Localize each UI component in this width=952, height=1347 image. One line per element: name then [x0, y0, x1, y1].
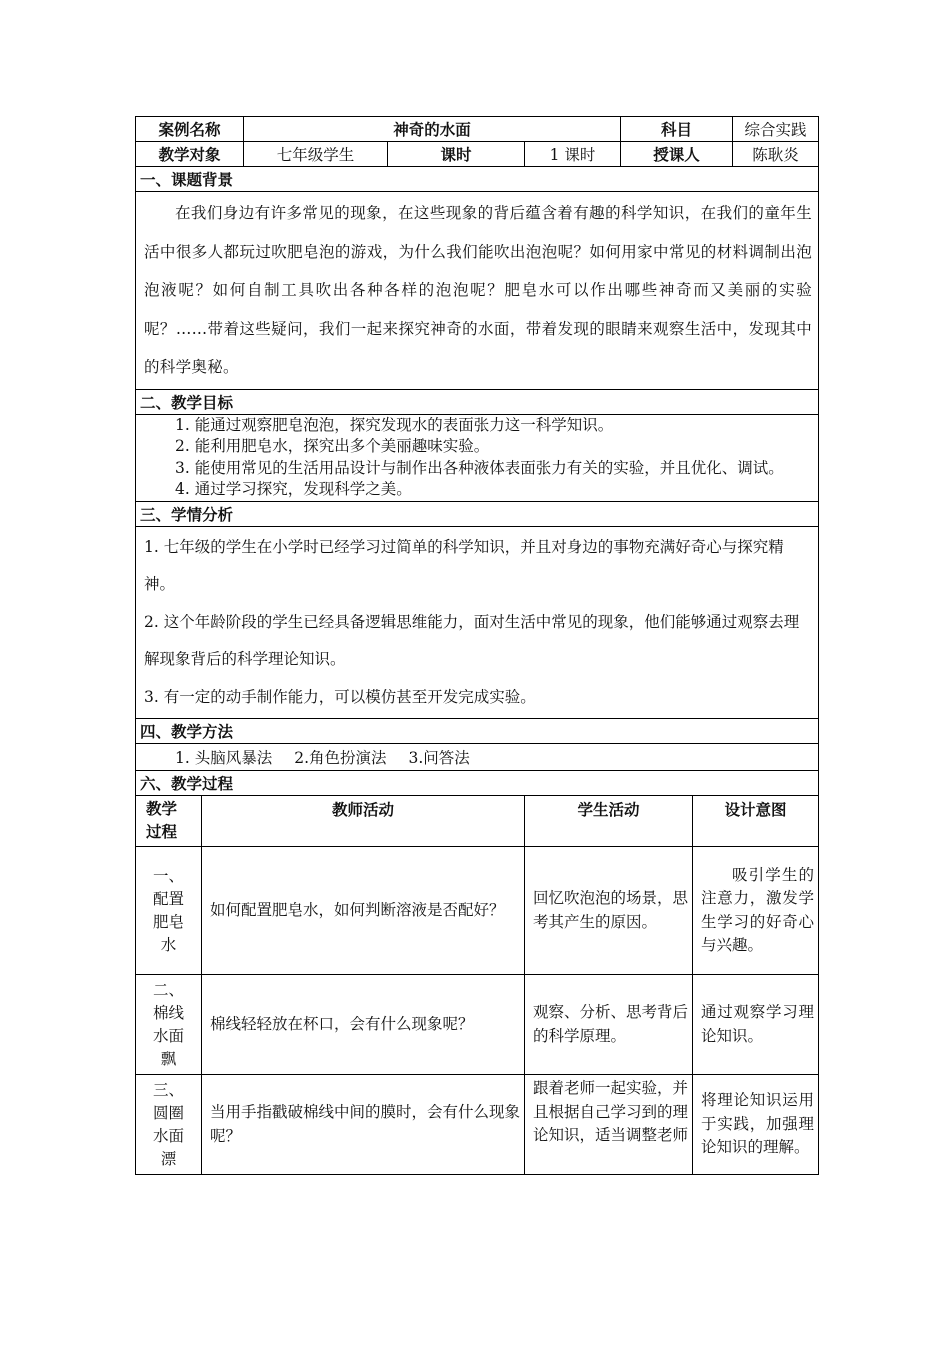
goal-item: 3. 能使用常见的生活用品设计与制作出各种液体表面张力有关的实验，并且优化、调试。: [175, 458, 784, 477]
process-teacher-activity: 当用手指戳破棉线中间的膜时，会有什么现象呢？: [202, 1075, 525, 1175]
target-label: 教学对象: [136, 142, 244, 167]
hours-label: 课时: [388, 142, 525, 167]
process-design-intent: 通过观察学习理论知识。: [693, 975, 819, 1075]
teacher-value: 陈耿炎: [733, 142, 819, 167]
method-item: 3.问答法: [408, 749, 470, 767]
section-process-title: 六、教学过程: [136, 771, 819, 796]
section-process-heading-row: [136, 771, 819, 796]
goal-item: 1. 能通过观察肥皂泡泡，探究发现水的表面张力这一科学知识。: [175, 415, 614, 434]
hours-value: 1 课时: [525, 142, 621, 167]
process-design-intent: 吸引学生的注意力，激发学生学习的好奇心与兴趣。: [693, 847, 819, 975]
lesson-plan-document: [135, 116, 818, 1175]
process-row: [136, 975, 819, 1075]
process-col-stage: 教学过程: [136, 796, 202, 847]
analysis-item: 1. 七年级的学生在小学时已经学习过简单的科学知识，并且对身边的事物充满好奇心与探究精神。: [144, 537, 784, 593]
section-goals-heading-row: [136, 389, 819, 414]
analysis-list: [136, 526, 819, 719]
analysis-item: 3. 有一定的动手制作能力，可以模仿甚至开发完成实验。: [144, 687, 536, 706]
section-background-body-row: [136, 192, 819, 390]
process-student-activity: 观察、分析、思考背后的科学原理。: [525, 975, 693, 1075]
process-stage: 三、圆圈水面漂: [136, 1075, 202, 1175]
section-goals-body-row: [136, 414, 819, 501]
section-methods-title: 四、教学方法: [136, 719, 819, 744]
process-stage: 二、棉线水面飘: [136, 975, 202, 1075]
background-paragraph: 在我们身边有许多常见的现象，在这些现象的背后蕴含着有趣的科学知识，在我们的童年生活中很多人都玩过吹肥皂泡的游戏，为什么我们能吹出泡泡呢？如何用家中常见的材料调制出泡泡液呢？如何自制工具吹出各种各样的泡泡呢？肥皂水可以作出哪些神奇而又美丽的实验呢？……带着这些疑问，我们一起来探究神奇的水面，带着发现的眼睛来观察生活中，发现其中的科学奥秘。: [136, 192, 819, 390]
methods-list: [136, 744, 819, 771]
subject-value: 综合实践: [733, 117, 819, 142]
case-name-label: 案例名称: [136, 117, 244, 142]
section-methods-heading-row: [136, 719, 819, 744]
header-row-1: [136, 117, 819, 142]
goal-item: 2. 能利用肥皂水，探究出多个美丽趣味实验。: [175, 437, 490, 455]
section-analysis-body-row: [136, 526, 819, 719]
process-col-intent: 设计意图: [693, 796, 819, 847]
section-analysis-heading-row: [136, 501, 819, 526]
method-item: 2.角色扮演法: [294, 749, 387, 767]
process-col-teacher: 教师活动: [202, 796, 525, 847]
section-methods-body-row: [136, 744, 819, 771]
section-goals-title: 二、教学目标: [136, 389, 819, 414]
process-stage: 一、配置肥皂水: [136, 847, 202, 975]
process-teacher-activity: 如何配置肥皂水，如何判断溶液是否配好？: [202, 847, 525, 975]
process-student-activity: 跟着老师一起实验，并且根据自己学习到的理论知识，适当调整老师: [525, 1075, 693, 1175]
goals-list: [136, 414, 819, 501]
section-analysis-title: 三、学情分析: [136, 501, 819, 526]
process-design-intent: 将理论知识运用于实践，加强理论知识的理解。: [693, 1075, 819, 1175]
process-student-activity: 回忆吹泡泡的场景，思考其产生的原因。: [525, 847, 693, 975]
method-item: 1. 头脑风暴法: [175, 749, 273, 767]
process-col-student: 学生活动: [525, 796, 693, 847]
process-teacher-activity: 棉线轻轻放在杯口，会有什么现象呢？: [202, 975, 525, 1075]
section-background-title: 一、课题背景: [136, 167, 819, 192]
process-header-row: [136, 796, 819, 847]
teacher-label: 授课人: [621, 142, 733, 167]
lesson-plan-table: [135, 116, 819, 1175]
goal-item: 4. 通过学习探究，发现科学之美。: [175, 480, 412, 498]
header-row-2: [136, 142, 819, 167]
process-row: [136, 1075, 819, 1175]
section-background-heading-row: [136, 167, 819, 192]
subject-label: 科目: [621, 117, 733, 142]
target-value: 七年级学生: [244, 142, 388, 167]
case-name-value: 神奇的水面: [244, 117, 621, 142]
analysis-item: 2. 这个年龄阶段的学生已经具备逻辑思维能力，面对生活中常见的现象，他们能够通过观察去理解现象背后的科学理论知识。: [144, 612, 800, 668]
process-row: [136, 847, 819, 975]
